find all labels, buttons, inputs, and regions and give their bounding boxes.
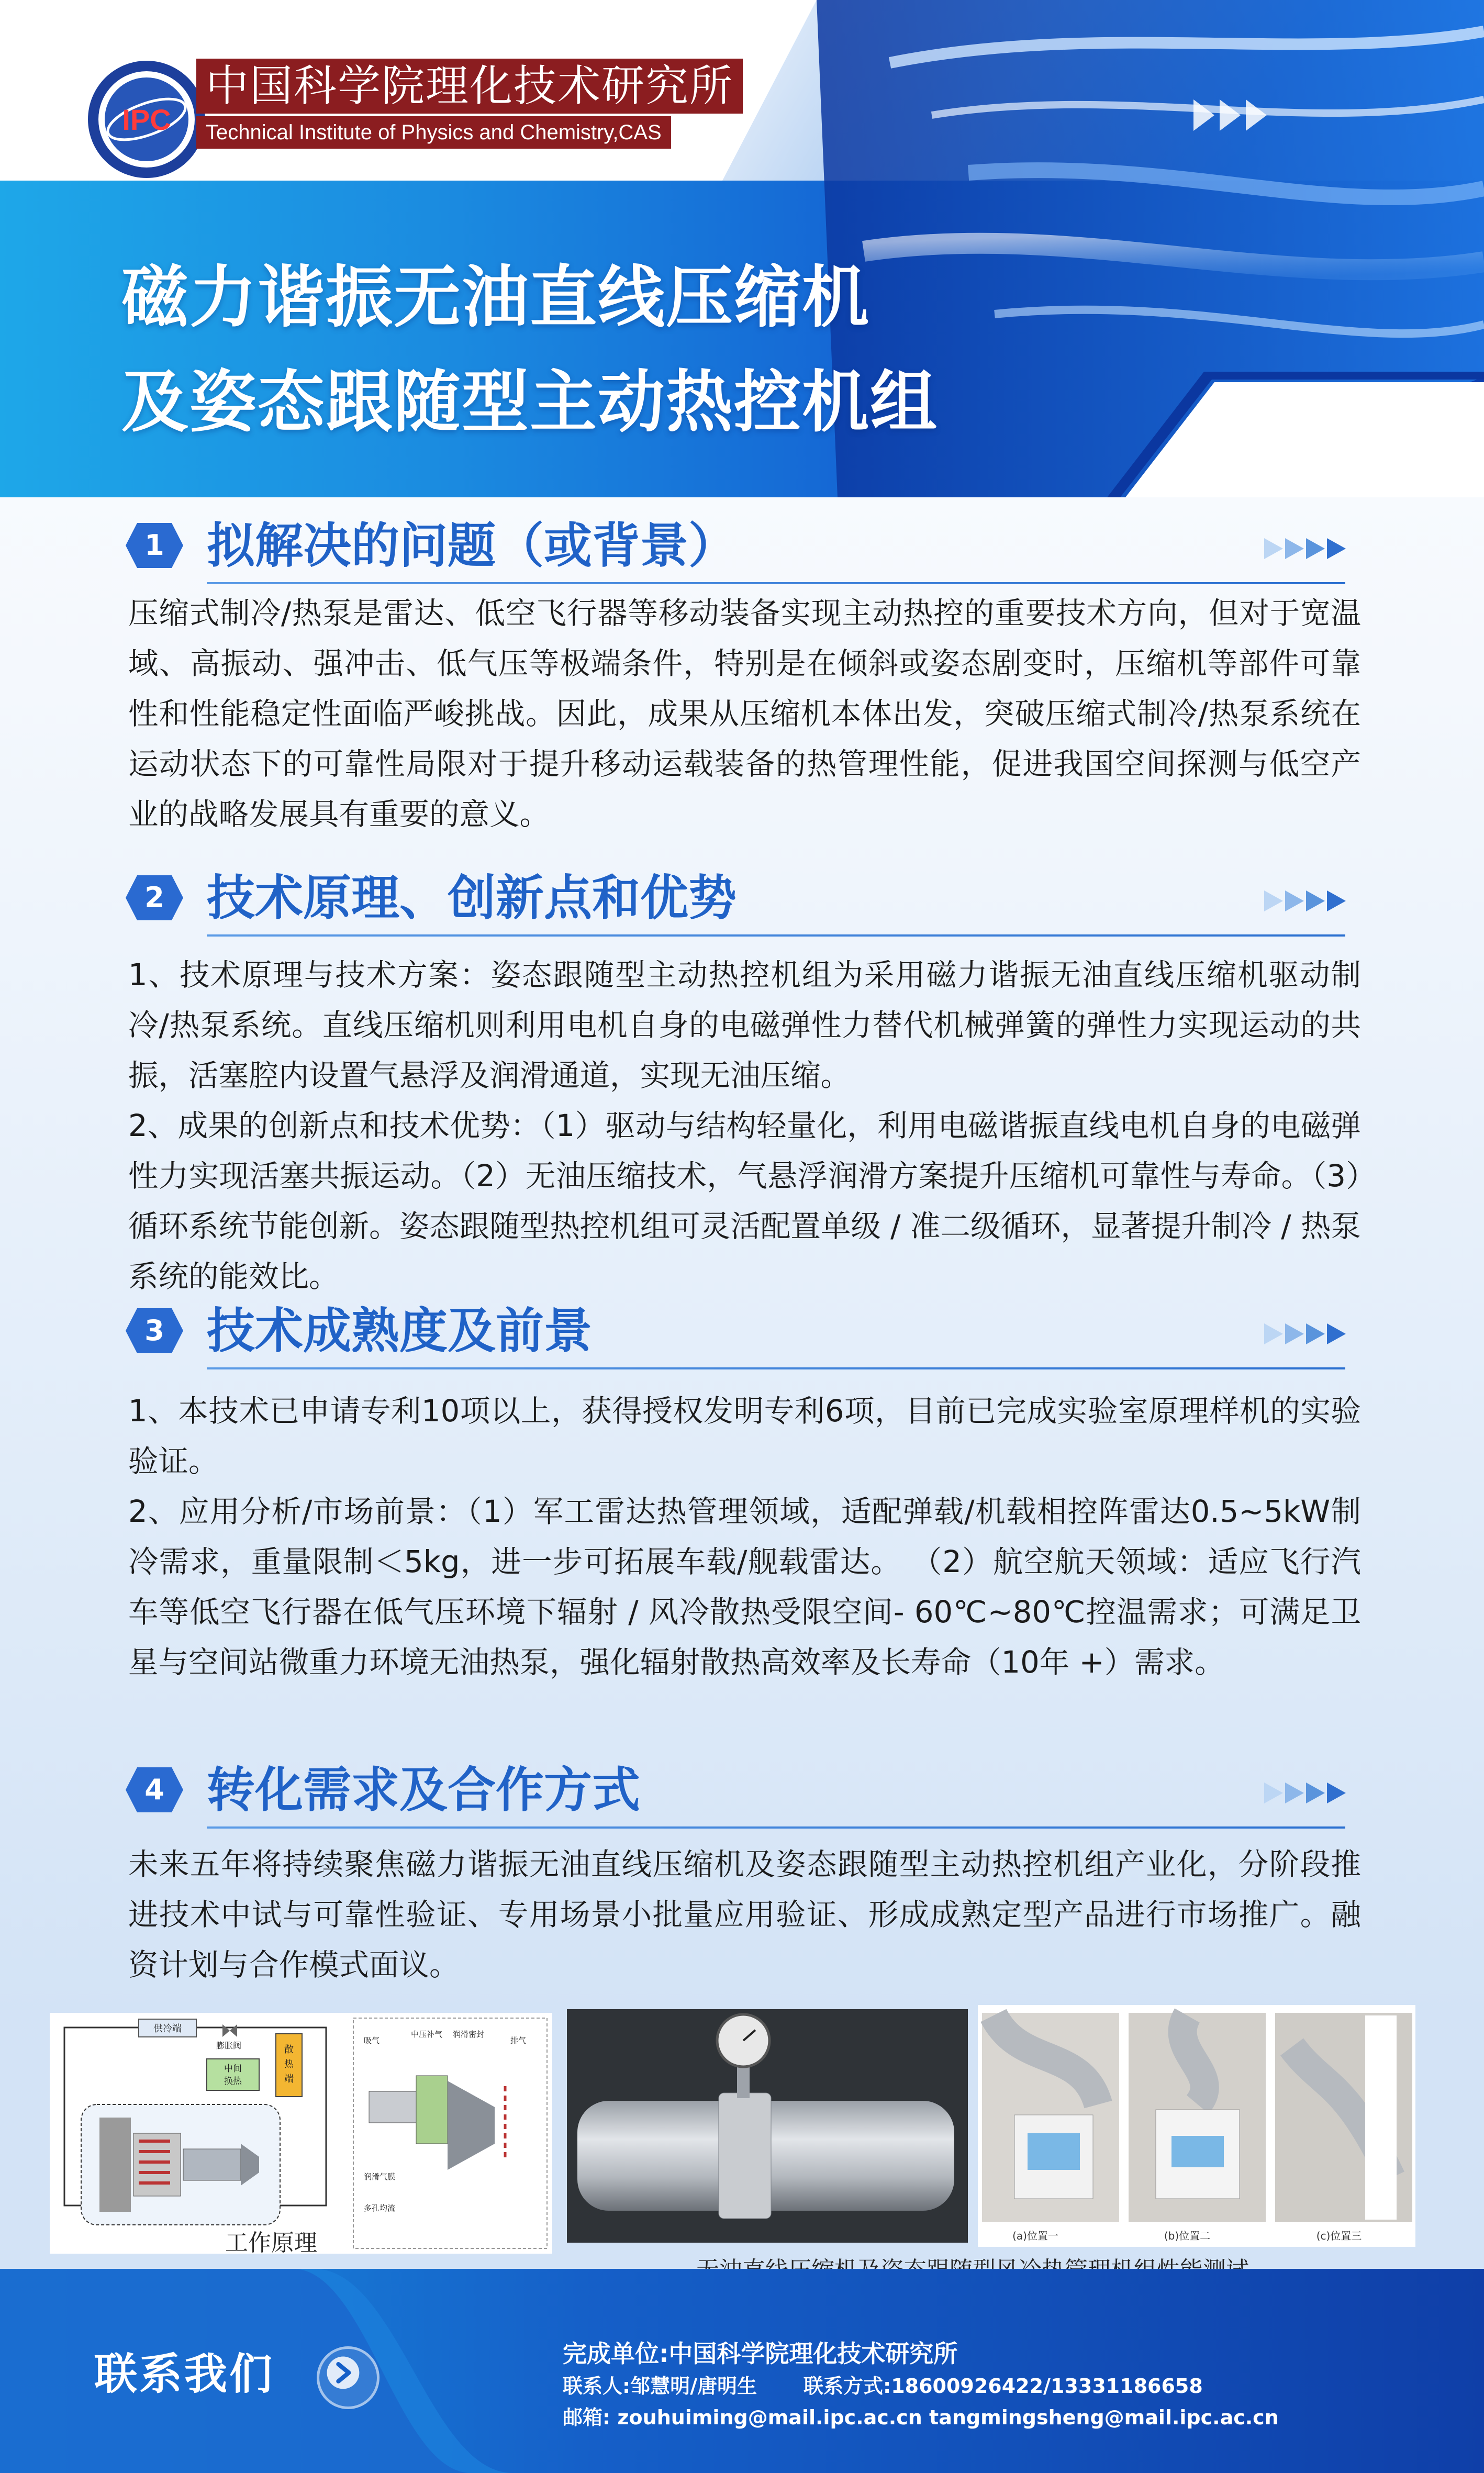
contact-arrow-button[interactable] (317, 2346, 380, 2409)
section-3-arrows-icon (1264, 1321, 1348, 1347)
completion-unit: 完成单位:中国科学院理化技术研究所 (563, 2340, 958, 2368)
label-discharge: 排气 (510, 2036, 527, 2045)
section-3-paragraph-1: 1、本技术已申请专利10项以上，获得授权发明专利6项，目前已完成实验室原理样机的实验验证。 (128, 1394, 1361, 1479)
section-2-header (126, 868, 1348, 931)
contact-us-title: 联系我们 (94, 2349, 275, 2399)
label-multi-orifice: 多孔均流 (364, 2203, 396, 2213)
section-1-arrows-icon (1264, 536, 1348, 562)
section-1-header (126, 516, 1348, 578)
section-2-paragraph-1: 1、技术原理与技术方案：姿态跟随型主动热控机组为采用磁力谐振无油直线压缩机驱动制冷/热泵系统。直线压缩机则利用电机自身的电磁弹性力替代机械弹簧的弹性力实现运动的共振，活塞腔内设置气悬浮及润滑通道，实现无油压缩。 (128, 957, 1361, 1093)
page-title-line2: 及姿态跟随型主动热控机组 (121, 363, 939, 441)
page-title-line1: 磁力谐振无油直线压缩机 (121, 259, 871, 337)
compressor-photo (567, 2009, 968, 2243)
section-1-title: 拟解决的问题（或背景） (207, 518, 737, 574)
section-2-paragraph-2: 2、成果的创新点和技术优势：（1）驱动与结构轻量化，利用电磁谐振直线电机自身的电磁弹性力实现活塞共振运动。（2）无油压缩技术，气悬浮润滑方案提升压缩机可靠性与寿命。（3）循环系统节能创新。姿态跟随型热控机组可灵活配置单级 / 准二级循环，显著提升制冷 / 热泵系统的能效比。 (128, 1108, 1361, 1294)
label-expansion-valve: 膨胀阀 (216, 2041, 242, 2051)
header-banner (0, 0, 1484, 497)
diagram-caption: 工作原理 (225, 2230, 317, 2256)
working-principle-diagram (50, 2013, 552, 2254)
section-4-header (126, 1760, 1348, 1823)
thermal-unit-test-photos (978, 2005, 1415, 2247)
test-photo-position-1 (982, 2013, 1119, 2222)
label-heat-rejection-2: 热 (284, 2059, 294, 2070)
photo-label-c: (c)位置三 (1316, 2230, 1362, 2242)
section-3-divider (207, 1367, 1345, 1369)
contact-phone: 联系方式:18600926422/13331186658 (804, 2375, 1203, 2398)
section-3-body (128, 1386, 1361, 1688)
section-3-number: 3 (144, 1314, 164, 1347)
label-mid-supply: 中压补气 (411, 2030, 443, 2039)
label-lube-seal: 润滑密封 (453, 2030, 485, 2039)
label-cold-supply: 供冷端 (153, 2023, 182, 2034)
label-intermediate-hx-2: 换热 (224, 2076, 242, 2087)
section-2-title: 技术原理、创新点和优势 (207, 870, 737, 926)
section-2-arrows-icon (1264, 888, 1348, 914)
label-lube-gas-film: 润滑气膜 (364, 2172, 396, 2181)
section-4-paragraph: 未来五年将持续聚焦磁力谐振无油直线压缩机及姿态跟随型主动热控机组产业化，分阶段推进技术中试与可靠性验证、专用场景小批量应用验证、形成成熟定型产品进行市场推广。融资计划与合作模式面议。 (128, 1847, 1361, 1982)
test-photo-position-3 (1275, 2013, 1412, 2222)
photo-label-a: (a)位置一 (1012, 2230, 1058, 2242)
label-heat-rejection-1: 散 (284, 2044, 294, 2055)
section-4-body (128, 1840, 1361, 1990)
section-1-number: 1 (144, 529, 164, 562)
section-4-divider (207, 1826, 1345, 1829)
contact-person: 联系人:邹慧明/唐明生 (563, 2375, 757, 2398)
section-3-title: 技术成熟度及前景 (207, 1303, 593, 1359)
label-suction: 吸气 (364, 2036, 380, 2045)
section-4-title: 转化需求及合作方式 (207, 1762, 641, 1818)
test-photo-position-2 (1129, 2013, 1266, 2222)
section-1-divider (207, 582, 1345, 584)
ipc-logo (84, 57, 209, 182)
institute-name-cn: 中国科学院理化技术研究所 (196, 59, 743, 114)
contact-email: 邮箱: zouhuiming@mail.ipc.ac.cn tangmingsheng@mail.ipc.ac.cn (563, 2406, 1279, 2429)
label-intermediate-hx-1: 中间 (224, 2064, 242, 2074)
section-2-number: 2 (144, 881, 164, 914)
section-3-header (126, 1301, 1348, 1364)
section-4-number: 4 (144, 1773, 164, 1806)
section-4-arrows-icon (1264, 1780, 1348, 1806)
section-2-divider (207, 934, 1345, 937)
label-heat-rejection-3: 端 (284, 2074, 294, 2085)
logo-text: IPC (122, 103, 171, 136)
institute-name-en: Technical Institute of Physics and Chemistry,CAS (196, 116, 671, 149)
section-3-paragraph-2: 2、应用分析/市场前景：（1）军工雷达热管理领域，适配弹载/机载相控阵雷达0.5~5kW制冷需求，重量限制＜5kg，进一步可拓展车载/舰载雷达。 （2）航空航天领域：适应飞行汽车等低空飞行器在低气压环境下辐射 / 风冷散热受限空间- 60℃~80℃控温需求；可满足卫星与空间站微重力环境无油热泵，强化辐射散热高效率及长寿命（10年 +）需求。 (128, 1494, 1361, 1680)
section-1-paragraph: 压缩式制冷/热泵是雷达、低空飞行器等移动装备实现主动热控的重要技术方向，但对于宽温域、高振动、强冲击、低气压等极端条件，特别是在倾斜或姿态剧变时，压缩机等部件可靠性和性能稳定性面临严峻挑战。因此，成果从压缩机本体出发，突破压缩式制冷/热泵系统在运动状态下的可靠性局限对于提升移动运载装备的热管理性能，促进我国空间探测与低空产业的战略发展具有重要的意义。 (128, 596, 1361, 832)
section-2-body (128, 950, 1361, 1302)
arrow-right-icon (319, 2349, 372, 2401)
section-1-body (128, 588, 1361, 840)
photo-label-b: (b)位置二 (1164, 2230, 1211, 2242)
